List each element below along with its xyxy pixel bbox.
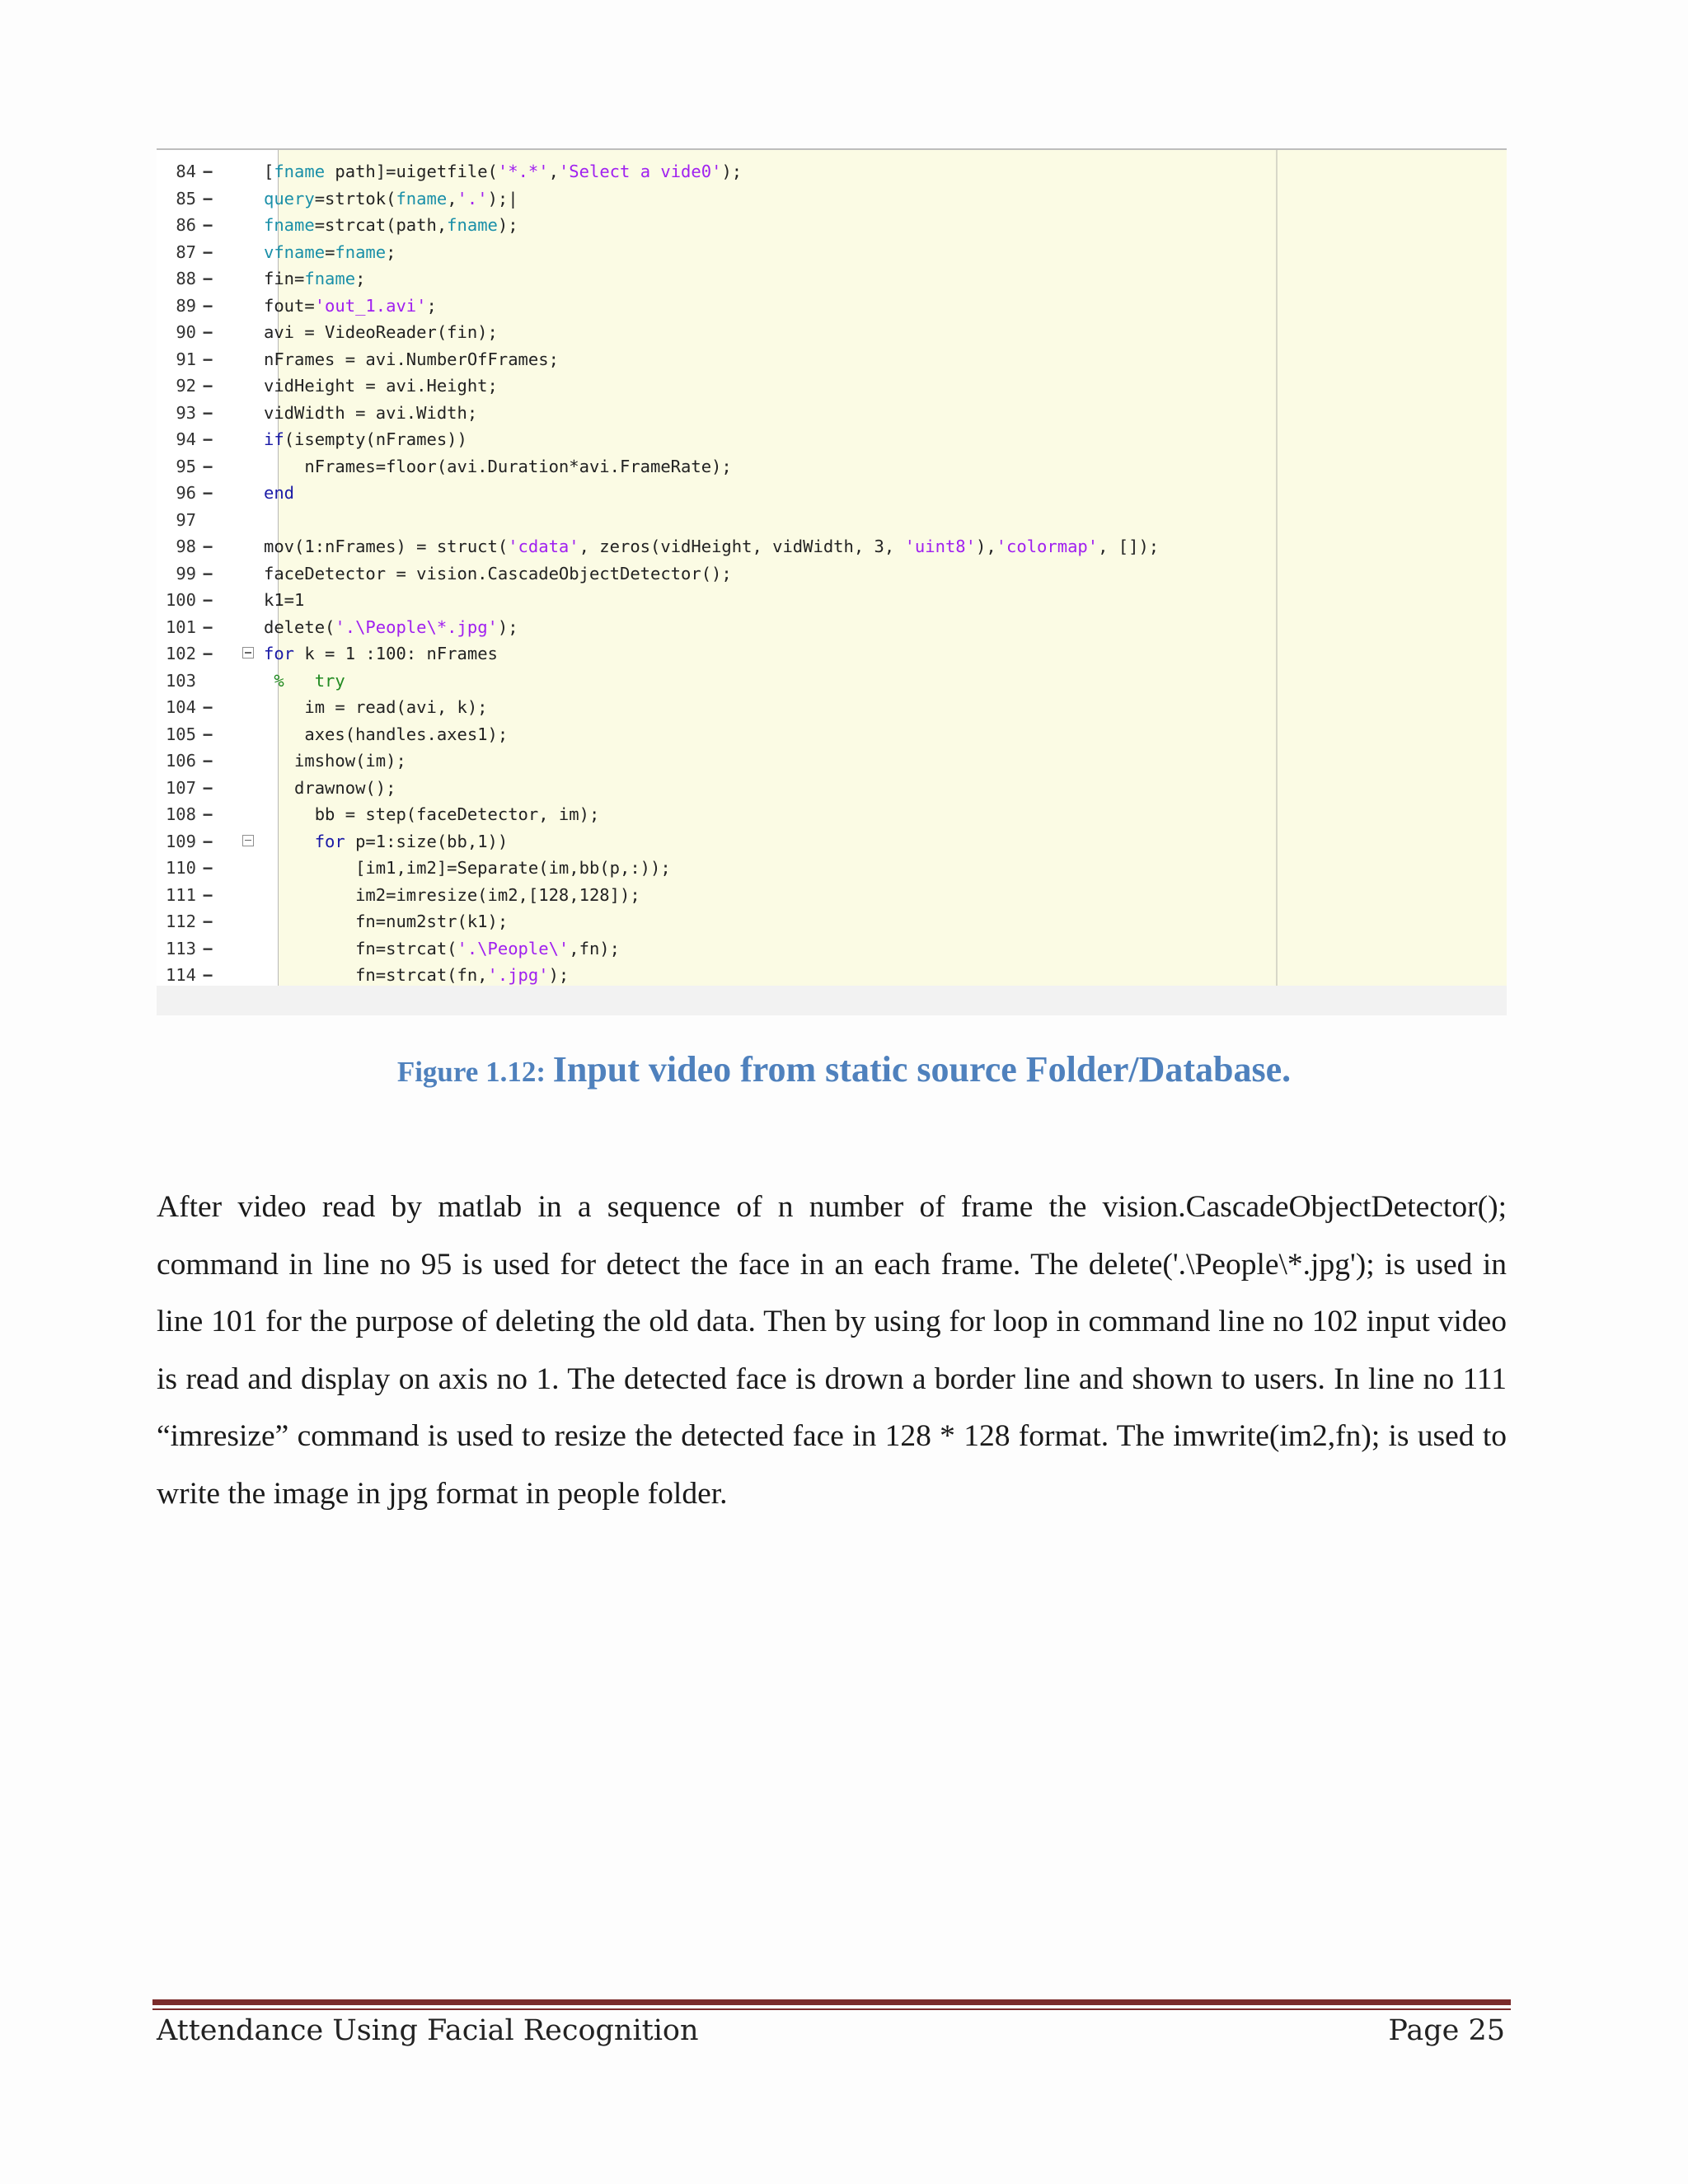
line-number: 93 [176, 402, 196, 423]
breakpoint-dash[interactable]: − [203, 965, 213, 985]
code-line [157, 828, 1507, 855]
breakpoint-dash[interactable]: − [203, 456, 213, 476]
line-number: 88 [176, 269, 196, 288]
line-number: 103 [165, 670, 196, 691]
caption-text: Input video from static source Folder/Database. [552, 1049, 1292, 1090]
code-line [157, 640, 1507, 667]
code-token: ); [497, 215, 518, 235]
code-text [264, 533, 1159, 560]
breakpoint-dash[interactable]: − [203, 751, 213, 771]
code-text [264, 801, 599, 827]
breakpoint-dash[interactable]: − [203, 215, 213, 235]
code-token: fname [335, 241, 387, 262]
line-number: 86 [176, 215, 196, 235]
code-token: '.' [457, 188, 488, 209]
code-token: [ [264, 162, 274, 181]
breakpoint-dash[interactable]: − [203, 912, 213, 931]
code-line [157, 239, 1507, 265]
code-token: vidWidth = avi.Width; [264, 402, 478, 423]
code-text [264, 935, 620, 962]
code-line [157, 882, 1507, 908]
fold-toggle-icon[interactable] [242, 835, 254, 846]
line-number: 95 [176, 456, 196, 476]
caption-label: Figure 1.12: [396, 1056, 553, 1088]
line-number: 106 [165, 751, 196, 771]
code-token: axes(handles.axes1); [264, 724, 509, 744]
line-number: 92 [176, 376, 196, 396]
code-text [264, 426, 467, 452]
code-token: =strcat(path, [314, 215, 448, 235]
code-token: for [314, 831, 345, 851]
code-line [157, 400, 1507, 426]
code-line [157, 908, 1507, 935]
code-token: bb = step(faceDetector, im); [264, 804, 600, 824]
code-token: [im1,im2]=Separate(im,bb(p,:)); [264, 858, 671, 878]
code-token: drawnow(); [264, 777, 396, 798]
breakpoint-dash[interactable]: − [203, 322, 213, 342]
line-number: 87 [176, 241, 196, 262]
code-text [264, 293, 437, 319]
line-number: 111 [165, 884, 196, 905]
code-token: 'colormap' [996, 537, 1099, 556]
code-token: = [325, 241, 335, 262]
code-token: k = 1 :100: nFrames [294, 644, 498, 663]
code-text [264, 158, 742, 185]
code-token: 'Select a vide0' [558, 162, 722, 181]
code-token: );| [487, 188, 518, 209]
code-token [264, 832, 315, 851]
breakpoint-dash[interactable]: − [203, 537, 213, 556]
line-number: 89 [176, 295, 196, 316]
code-token: ); [497, 616, 518, 637]
code-text [264, 400, 477, 426]
code-token: nFrames = avi.NumberOfFrames; [264, 349, 559, 369]
code-text [264, 668, 345, 694]
breakpoint-dash[interactable]: − [203, 938, 213, 958]
code-token: fname [304, 269, 356, 288]
breakpoint-dash[interactable]: − [203, 590, 213, 610]
code-line [157, 507, 1507, 533]
code-token: fname [264, 215, 315, 235]
code-line [157, 614, 1507, 640]
code-line [157, 962, 1507, 988]
code-text [264, 962, 569, 988]
code-text [264, 239, 396, 265]
code-text [264, 828, 508, 855]
code-line [157, 721, 1507, 748]
code-text [264, 694, 488, 720]
line-number: 99 [176, 563, 196, 583]
code-text [264, 453, 732, 480]
code-token: path]=uigetfile( [335, 162, 498, 181]
code-token: im2=imresize(im2,[128,128]); [264, 884, 640, 905]
code-token: for [264, 644, 295, 663]
code-token: fin= [264, 269, 305, 288]
code-token: fname [396, 188, 448, 209]
code-token: vidHeight = avi.Height; [264, 376, 498, 396]
breakpoint-dash[interactable]: − [203, 483, 213, 503]
line-number: 101 [165, 616, 196, 637]
code-token: '.\People\' [457, 938, 570, 958]
code-text [264, 319, 498, 345]
line-number: 113 [165, 938, 196, 958]
code-text [264, 185, 518, 212]
breakpoint-dash[interactable]: − [203, 241, 213, 262]
code-token: fname [447, 215, 498, 235]
code-line [157, 319, 1507, 345]
footer-title: Attendance Using Facial Recognition [157, 2014, 699, 2047]
code-token: imshow(im); [264, 751, 406, 771]
code-token: vfname [264, 241, 326, 262]
code-line [157, 212, 1507, 238]
code-token: fn=strcat( [264, 938, 457, 958]
code-text [264, 212, 518, 238]
breakpoint-dash[interactable]: − [203, 777, 213, 798]
code-token: , [548, 162, 559, 181]
code-token: p=1:size(bb,1)) [345, 831, 509, 851]
code-token: avi = VideoReader(fin); [264, 322, 498, 342]
breakpoint-dash[interactable]: − [203, 402, 213, 423]
code-text [264, 908, 508, 935]
code-token: ; [426, 295, 437, 316]
code-text [264, 265, 365, 292]
code-text [264, 480, 294, 506]
code-text [264, 640, 498, 667]
code-line [157, 453, 1507, 480]
code-token: im = read(avi, k); [264, 697, 488, 717]
code-token: fout= [264, 295, 315, 316]
code-line [157, 775, 1507, 801]
breakpoint-dash[interactable]: − [203, 429, 213, 449]
breakpoint-dash[interactable]: − [203, 269, 213, 288]
code-token: % try [264, 670, 345, 691]
code-token: =strtok( [314, 188, 396, 209]
code-token: mov(1:nFrames) = struct( [264, 537, 509, 556]
code-line [157, 668, 1507, 694]
breakpoint-dash[interactable]: − [203, 884, 213, 905]
code-text [264, 882, 640, 908]
code-token: ); [548, 965, 570, 985]
code-token: if [264, 429, 284, 449]
breakpoint-dash[interactable]: − [203, 644, 213, 663]
line-number: 112 [165, 912, 196, 931]
code-line [157, 185, 1507, 212]
code-text [264, 855, 671, 881]
code-token: delete( [264, 616, 335, 637]
line-number: 102 [165, 644, 196, 663]
code-line [157, 426, 1507, 452]
code-token: ,fn); [569, 938, 620, 958]
body-paragraph: After video read by matlab in a sequence of n number of frame the vision.CascadeObjectDetector(); command in line no 95 is used for detect the face in an each frame. The delete('.\People\*.jpg'); is used in line 101 for the purpose of deleting the old data. Then by using for loop in command line no 102 input video is read and display on axis no 1. The detected face is drown a border line and shown to users. In line no 111 “imresize” command is used to resize the detected face in 128 * 128 format. The imwrite(im2,fn); is used to write the image in jpg format in people folder. [157, 1190, 1507, 1511]
code-text [264, 560, 732, 587]
line-number: 97 [176, 509, 196, 530]
line-number: 104 [165, 697, 196, 717]
code-token: '*.*' [497, 162, 549, 181]
code-token: (isempty(nFrames)) [284, 429, 467, 449]
breakpoint-dash[interactable]: − [203, 349, 213, 369]
code-token: fn=num2str(k1); [264, 912, 509, 931]
breakpoint-dash[interactable]: − [203, 858, 213, 878]
code-token: fn=strcat(fn, [264, 965, 488, 985]
line-number: 100 [165, 590, 196, 610]
footer-rule-thin [152, 2008, 1511, 2010]
breakpoint-dash[interactable]: − [203, 563, 213, 583]
breakpoint-dash[interactable]: − [203, 162, 213, 181]
code-line [157, 373, 1507, 399]
code-token: , [447, 188, 457, 209]
code-token: query [264, 188, 315, 209]
figure-caption [0, 1048, 1688, 1090]
code-token: k1=1 [264, 590, 305, 610]
line-number: 105 [165, 724, 196, 744]
line-number: 98 [176, 537, 196, 556]
breakpoint-dash[interactable]: − [203, 376, 213, 396]
line-number: 84 [176, 162, 196, 181]
code-token: ; [355, 269, 366, 288]
code-text [264, 373, 498, 399]
code-text [264, 346, 559, 373]
breakpoint-dash[interactable]: − [203, 724, 213, 744]
code-line [157, 935, 1507, 962]
line-number: 94 [176, 429, 196, 449]
code-token: nFrames=floor(avi.Duration*avi.FrameRate); [264, 456, 732, 476]
code-token: ), [975, 537, 996, 556]
code-token: fname [274, 162, 335, 181]
code-text [264, 614, 518, 640]
code-text [264, 587, 304, 613]
line-number: 91 [176, 349, 196, 369]
code-token: 'uint8' [904, 537, 976, 556]
code-line [157, 560, 1507, 587]
line-number: 110 [165, 858, 196, 878]
breakpoint-dash[interactable]: − [203, 831, 213, 851]
code-token: '.jpg' [487, 965, 549, 985]
breakpoint-dash[interactable]: − [203, 616, 213, 637]
code-line [157, 587, 1507, 613]
code-line [157, 694, 1507, 720]
fold-toggle-icon[interactable] [242, 647, 254, 658]
code-line [157, 158, 1507, 185]
code-line [157, 265, 1507, 292]
code-line [157, 801, 1507, 827]
line-number: 96 [176, 483, 196, 503]
code-token: 'cdata' [508, 537, 579, 556]
code-line [157, 480, 1507, 506]
code-token: end [264, 483, 295, 503]
code-text [264, 748, 406, 774]
line-number: 107 [165, 777, 196, 798]
footer-rule [152, 1999, 1511, 2005]
line-number: 114 [165, 965, 196, 985]
code-editor-screenshot [157, 148, 1507, 1015]
code-line [157, 293, 1507, 319]
code-token: ); [721, 162, 743, 181]
breakpoint-dash[interactable]: − [203, 188, 213, 209]
page-number: Page 25 [1388, 2014, 1505, 2047]
code-line [157, 533, 1507, 560]
code-line [157, 748, 1507, 774]
code-token: ; [386, 241, 396, 262]
breakpoint-dash[interactable]: − [203, 295, 213, 316]
breakpoint-dash[interactable]: − [203, 697, 213, 717]
code-token: faceDetector = vision.CascadeObjectDetector(); [264, 563, 732, 583]
code-line [157, 855, 1507, 881]
code-token: '.\People\*.jpg' [335, 616, 498, 637]
line-number: 109 [165, 831, 196, 851]
breakpoint-dash[interactable]: − [203, 804, 213, 824]
line-number: 90 [176, 322, 196, 342]
code-token: , []); [1098, 537, 1160, 556]
line-number: 85 [176, 188, 196, 209]
code-token: 'out_1.avi' [314, 295, 427, 316]
code-text [264, 721, 508, 748]
code-text [264, 775, 396, 801]
line-number: 108 [165, 804, 196, 824]
code-token: , zeros(vidHeight, vidWidth, 3, [579, 537, 905, 556]
code-line [157, 346, 1507, 373]
